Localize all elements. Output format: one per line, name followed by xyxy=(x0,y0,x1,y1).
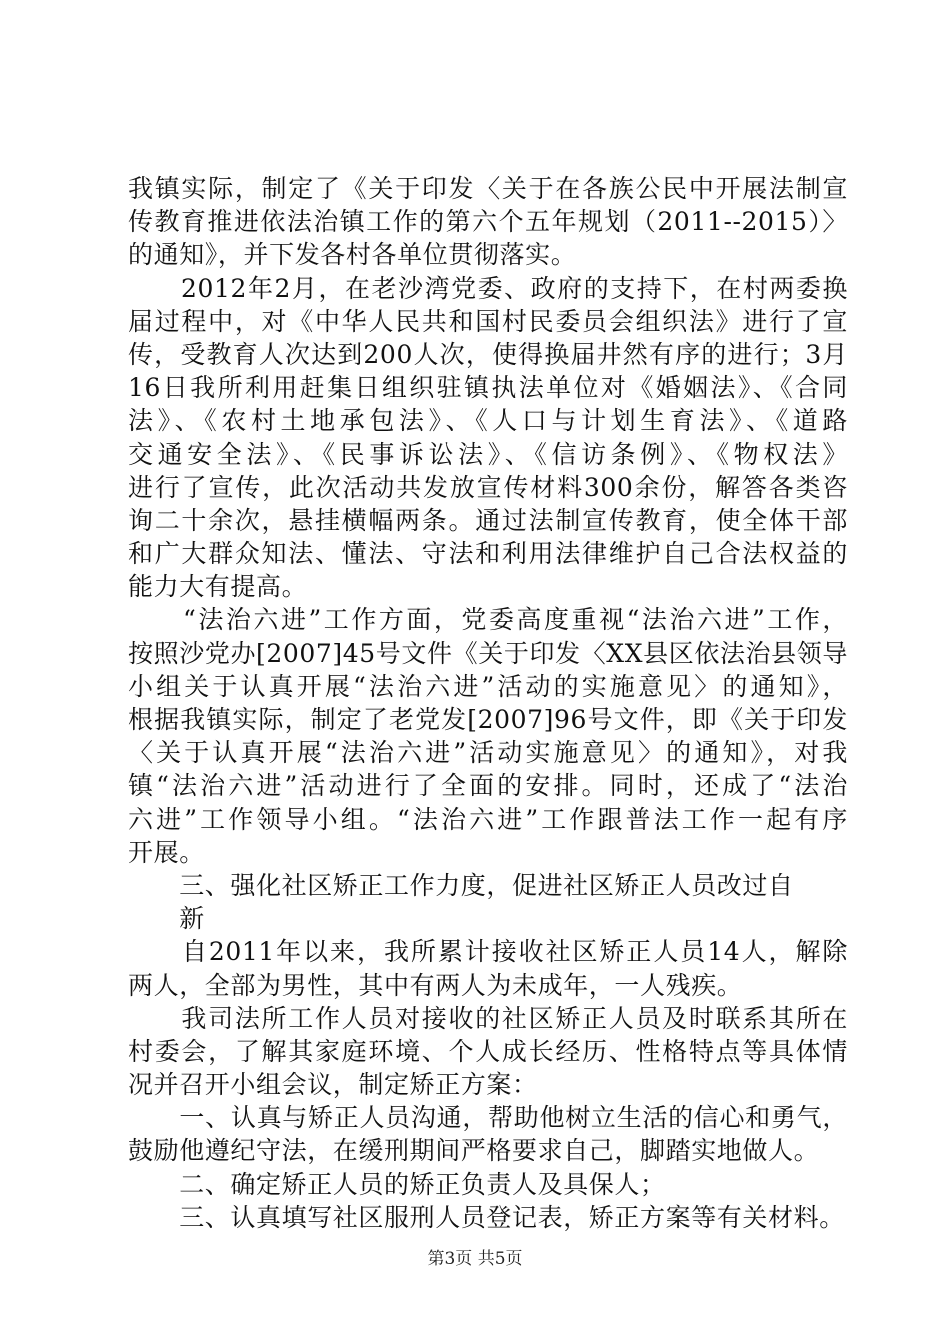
text-line: 我司法所工作人员对接收的社区矫正人员及时联系其所在 xyxy=(128,1003,848,1033)
text-line: 两人，全部为男性，其中有两人为未成年，一人残疾。 xyxy=(128,970,743,1000)
text-line: 镇“法治六进”活动进行了全面的安排。同时，还成了“法治 xyxy=(128,771,848,801)
text-line: 新 xyxy=(128,904,205,934)
text-line: 16日我所利用赶集日组织驻镇执法单位对《婚姻法》、《合同 xyxy=(128,373,848,403)
text-line: 2012年2月，在老沙湾党委、政府的支持下，在村两委换 xyxy=(128,273,848,303)
text-line: 届过程中，对《中华人民共和国村民委员会组织法》进行了宣 xyxy=(128,306,848,336)
text-line: 一、认真与矫正人员沟通，帮助他树立生活的信心和勇气， xyxy=(128,1103,848,1133)
text-line: 三、认真填写社区服刑人员登记表，矫正方案等有关材料。 xyxy=(128,1202,845,1232)
text-line: 传，受教育人次达到200人次，使得换届井然有序的进行；3月 xyxy=(128,339,848,369)
text-line: 三、强化社区矫正工作力度，促进社区矫正人员改过自 xyxy=(128,870,794,900)
text-line: 能力大有提高。 xyxy=(128,572,308,602)
text-line: 村委会，了解其家庭环境、个人成长经历、性格特点等具体情 xyxy=(128,1036,848,1066)
text-line: 进行了宣传，此次活动共发放宣传材料300余份，解答各类咨 xyxy=(128,472,848,502)
text-line: 交通安全法》、《民事诉讼法》、《信访条例》、《物权法》 xyxy=(128,439,848,469)
text-line: “法治六进”工作方面，党委高度重视“法治六进”工作， xyxy=(128,605,848,635)
text-line: 开展。 xyxy=(128,837,205,867)
text-line: 根据我镇实际，制定了老党发[2007]96号文件，即《关于印发 xyxy=(128,705,848,734)
body-text xyxy=(128,172,848,1234)
text-line: 询二十余次，悬挂横幅两条。通过法制宣传教育，使全体干部 xyxy=(128,505,848,535)
text-line: 况并召开小组会议，制定矫正方案： xyxy=(128,1070,538,1100)
text-line: 和广大群众知法、懂法、守法和利用法律维护自己合法权益的 xyxy=(128,539,848,569)
text-line: 的通知》，并下发各村各单位贯彻落实。 xyxy=(128,240,577,270)
text-line: 六进”工作领导小组。“法治六进”工作跟普法工作一起有序 xyxy=(128,804,848,834)
text-line: 按照沙党办[2007]45号文件《关于印发〈XX县区依法治县领导 xyxy=(128,638,848,668)
text-line: 法》、《农村土地承包法》、《人口与计划生育法》、《道路 xyxy=(128,406,848,436)
page-footer: 第3页 共5页 xyxy=(427,1249,523,1269)
text-line: 小组关于认真开展“法治六进”活动的实施意见〉的通知》， xyxy=(128,671,848,701)
text-line: 传教育推进依法治镇工作的第六个五年规划（2011--2015）〉 xyxy=(128,207,848,237)
text-line: 鼓励他遵纪守法，在缓刑期间严格要求自己，脚踏实地做人。 xyxy=(128,1136,820,1166)
text-line: 我镇实际，制定了《关于印发〈关于在各族公民中开展法制宣 xyxy=(128,174,848,203)
text-line: 自2011年以来，我所累计接收社区矫正人员14人，解除 xyxy=(128,937,848,967)
text-line: 〈关于认真开展“法治六进”活动实施意见〉的通知》，对我 xyxy=(128,738,848,768)
text-line: 二、确定矫正人员的矫正负责人及具保人； xyxy=(128,1169,666,1199)
